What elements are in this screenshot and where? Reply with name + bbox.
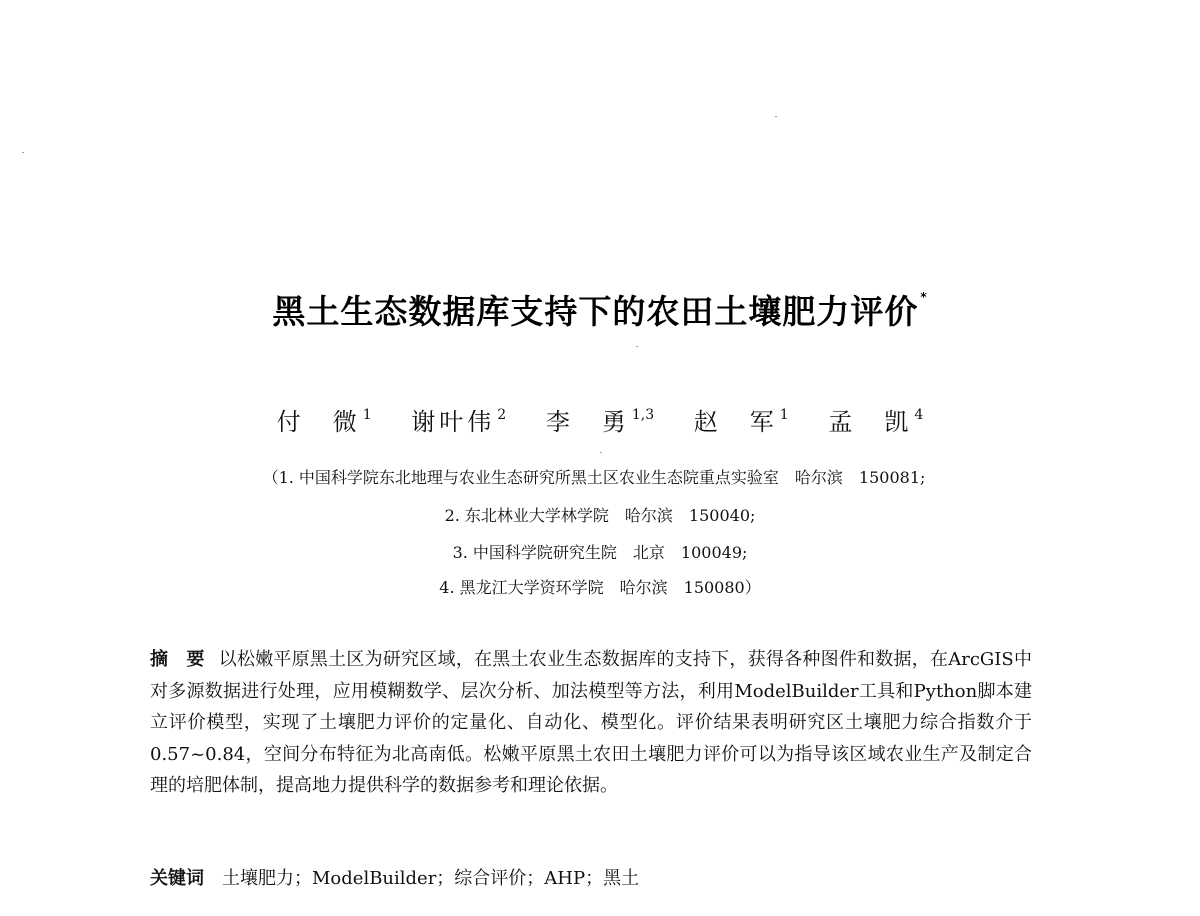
paper-title-text: 黑土生态数据库支持下的农田土壤肥力评价: [272, 292, 919, 331]
paper-title: [0, 286, 1200, 333]
affiliation-line: 3. 中国科学院研究生院 北京 100049;: [452, 543, 748, 562]
author-name: 李 勇: [545, 408, 630, 436]
author-list: [0, 402, 1200, 437]
affiliation-line: 2. 东北林业大学林学院 哈尔滨 150040;: [444, 506, 756, 525]
abstract-text: 以松嫩平原黑土区为研究区域，在黑土农业生态数据库的支持下，获得各种图件和数据，在ArcGIS中对多源数据进行处理，应用模糊数学、层次分析、加法模型等方法，利用ModelBuilder工具和Python脚本建立评价模型，实现了土壤肥力评价的定量化、自动化、模型化。评价结果表明研究区土壤肥力综合指数介于0.57~0.84，空间分布特征为北高南低。松嫩平原黑土农田土壤肥力评价可以为指导该区域农业生产及制定合理的培肥体制，提高地力提供科学的数据参考和理论依据。: [150, 649, 1032, 796]
keywords-label: 关键词: [150, 868, 204, 889]
author-name: 谢叶伟: [411, 408, 496, 436]
author-affiliation-mark: 1: [779, 407, 789, 423]
keywords-text: 土壤肥力；ModelBuilder；综合评价；AHP；黑土: [222, 868, 640, 889]
author-affiliation-mark: 2: [497, 407, 507, 423]
author: [694, 402, 789, 437]
author: [411, 402, 506, 437]
scan-speck: [600, 452, 602, 453]
author: [277, 402, 372, 437]
scan-speck: [22, 152, 24, 153]
abstract-label: 摘 要: [150, 649, 205, 670]
author-name: 孟 凯: [828, 408, 913, 436]
author-name: 付 微: [276, 408, 361, 436]
scan-speck: [636, 346, 638, 347]
author-affiliation-mark: 1: [362, 407, 372, 423]
author: [828, 402, 923, 437]
abstract: [150, 644, 1032, 802]
title-footnote-mark: *: [920, 290, 928, 304]
affiliation-line: （1. 中国科学院东北地理与农业生态研究所黑土区农业生态院重点实验室 哈尔滨 150081;: [262, 468, 926, 487]
author: [546, 402, 654, 437]
author-affiliation-mark: 4: [914, 407, 924, 423]
affiliation-line: 4. 黑龙江大学资环学院 哈尔滨 150080）: [439, 578, 761, 597]
keywords: [150, 864, 1032, 890]
author-affiliation-mark: 1,3: [631, 407, 655, 423]
scan-speck: [775, 116, 777, 117]
author-name: 赵 军: [693, 408, 778, 436]
